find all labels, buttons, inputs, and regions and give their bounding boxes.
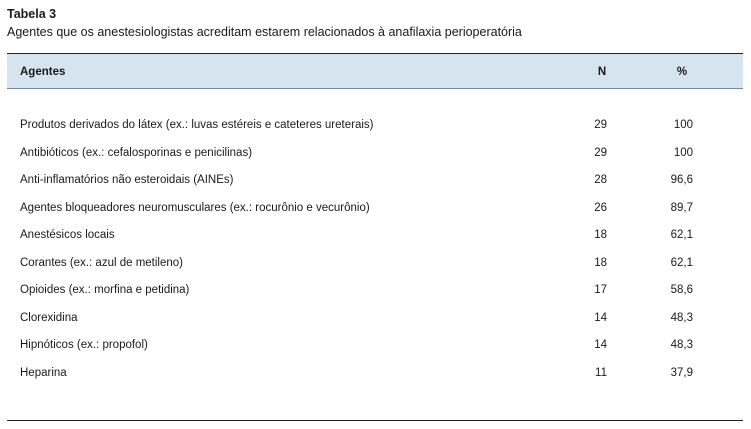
table-row: [7, 112, 743, 140]
table-row: [7, 195, 743, 223]
cell-agent: Agentes bloqueadores neuromusculares (ex.: rocurônio e vecurônio): [20, 201, 370, 214]
cell-agent: Anestésicos locais: [20, 229, 115, 241]
cell-n: 28: [594, 174, 607, 186]
table-row: [7, 140, 743, 168]
cell-n: 18: [594, 229, 607, 241]
cell-n: 11: [595, 366, 607, 379]
table-label: Tabela 3: [7, 7, 57, 21]
cell-percent: 37,9: [670, 366, 693, 379]
cell-agent: Corantes (ex.: azul de metileno): [20, 256, 183, 269]
cell-agent: Anti-inflamatórios não esteroidais (AINEs): [20, 174, 234, 186]
cell-agent: Produtos derivados do látex (ex.: luvas estéreis e cateteres ureterais): [20, 119, 374, 131]
cell-percent: 100: [673, 119, 693, 131]
bottom-rule: [7, 420, 743, 421]
table-caption: Agentes que os anestesiologistas acreditam estarem relacionados à anafilaxia perioperatória: [7, 25, 522, 39]
cell-agent: Antibióticos (ex.: cefalosporinas e penicilinas): [20, 146, 253, 159]
cell-percent: 58,6: [670, 284, 693, 296]
table-header: [7, 54, 743, 89]
cell-n: 26: [594, 201, 607, 214]
header-percent: %: [676, 66, 688, 78]
cell-percent: 62,1: [670, 256, 693, 269]
table-row: [7, 360, 743, 388]
cell-n: 29: [594, 119, 607, 131]
cell-n: 29: [594, 146, 607, 159]
table-row: [7, 277, 743, 305]
table-body: [7, 112, 743, 387]
cell-n: 14: [594, 339, 607, 351]
header-agentes: Agentes: [20, 66, 66, 78]
table-row: [7, 222, 743, 250]
cell-agent: Opioides (ex.: morfina e petidina): [20, 284, 190, 296]
cell-percent: 48,3: [670, 339, 693, 351]
cell-n: 17: [594, 284, 607, 296]
table-row: [7, 305, 743, 333]
header-n: N: [597, 66, 607, 78]
cell-agent: Hipnóticos (ex.: propofol): [20, 339, 148, 351]
table-row: [7, 332, 743, 360]
cell-percent: 100: [673, 146, 693, 159]
cell-n: 18: [594, 256, 607, 269]
cell-agent: Clorexidina: [20, 311, 78, 324]
table-row: [7, 250, 743, 278]
cell-agent: Heparina: [20, 366, 67, 379]
cell-percent: 96,6: [670, 174, 693, 186]
cell-percent: 62,1: [670, 229, 693, 241]
table-row: [7, 167, 743, 195]
cell-n: 14: [594, 311, 607, 324]
cell-percent: 89,7: [670, 201, 693, 214]
cell-percent: 48,3: [670, 311, 693, 324]
